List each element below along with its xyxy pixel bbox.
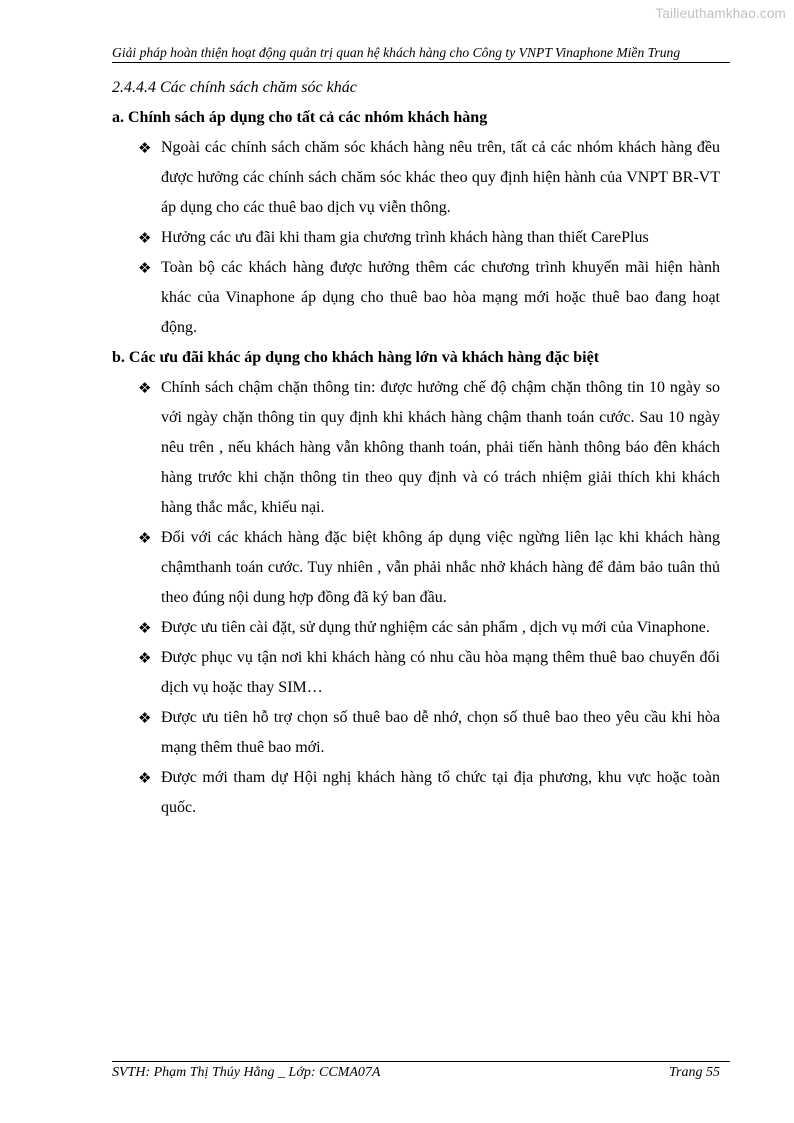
diamond-bullet-icon: ❖ — [138, 709, 152, 727]
list-item — [138, 373, 720, 523]
diamond-bullet-icon: ❖ — [138, 529, 152, 547]
diamond-bullet-icon: ❖ — [138, 769, 152, 787]
list-item — [138, 703, 720, 763]
document-body — [112, 73, 720, 823]
group-a-list — [112, 133, 720, 343]
list-item-text: Được ưu tiên hỗ trợ chọn số thuê bao dễ nhớ, chọn số thuê bao theo yêu cầu khi hòa mạng thêm thuê bao mới. — [161, 709, 720, 756]
diamond-bullet-icon: ❖ — [138, 229, 152, 247]
list-item-text: Được ưu tiên cài đặt, sử dụng thử nghiệm các sản phẩm , dịch vụ mới của Vinaphone. — [161, 619, 710, 636]
list-item — [138, 253, 720, 343]
list-item-text: Hưởng các ưu đãi khi tham gia chương trình khách hàng than thiết CarePlus — [161, 229, 649, 246]
footer-rule — [112, 1061, 730, 1062]
diamond-bullet-icon: ❖ — [138, 139, 152, 157]
list-item — [138, 613, 720, 643]
diamond-bullet-icon: ❖ — [138, 649, 152, 667]
diamond-bullet-icon: ❖ — [138, 619, 152, 637]
diamond-bullet-icon: ❖ — [138, 259, 152, 277]
group-b-list — [112, 373, 720, 823]
list-item — [138, 523, 720, 613]
group-b-title: b. Các ưu đãi khác áp dụng cho khách hàng lớn và khách hàng đặc biệt — [112, 349, 600, 366]
footer-author: SVTH: Phạm Thị Thúy Hằng _ Lớp: CCMA07A — [112, 1065, 381, 1080]
list-item — [138, 643, 720, 703]
section-title: 2.4.4.4 Các chính sách chăm sóc khác — [112, 79, 357, 96]
list-item-text: Chính sách chậm chặn thông tin: được hưởng chế độ chậm chặn thông tin 10 ngày so với ngày chặn thông tin quy định khi khách hàng chậm thanh toán cước. Sau 10 ngày nêu trên , nếu khách hàng vẫn không thanh toán, phải tiến hành thông báo đên khách hàng trước khi chặn thông tin theo quy định và có trách nhiệm giải thích khi khách hàng thắc mắc, khiếu nại. — [161, 379, 720, 516]
page-footer — [112, 1064, 720, 1082]
list-item — [138, 133, 720, 223]
list-item-text: Được phục vụ tận nơi khi khách hàng có nhu cầu hòa mạng thêm thuê bao chuyển đổi dịch vụ hoặc thay SIM… — [161, 649, 720, 696]
list-item-text: Toàn bộ các khách hàng được hưởng thêm các chương trình khuyến mãi hiện hành khác của Vinaphone áp dụng cho thuê bao hòa mạng mới hoặc thuê bao đang hoạt động. — [161, 259, 720, 336]
header-rule — [112, 62, 730, 63]
list-item — [138, 223, 720, 253]
list-item-text: Ngoài các chính sách chăm sóc khách hàng nêu trên, tất cả các nhóm khách hàng đều được hưởng các chính sách chăm sóc khác theo quy định hiện hành của VNPT BR-VT áp dụng cho các thuê bao dịch vụ viễn thông. — [161, 139, 720, 216]
list-item-text: Đối với các khách hàng đặc biệt không áp dụng việc ngừng liên lạc khi khách hàng chậmthanh toán cước. Tuy nhiên , vẫn phải nhắc nhở khách hàng để đảm bảo tuân thủ theo đúng nội dung hợp đồng đã ký ban đầu. — [161, 529, 720, 606]
group-a-title: a. Chính sách áp dụng cho tất cả các nhóm khách hàng — [112, 109, 488, 126]
diamond-bullet-icon: ❖ — [138, 379, 152, 397]
list-item — [138, 763, 720, 823]
list-item-text: Được mới tham dự Hội nghị khách hàng tổ chức tại địa phương, khu vực hoặc toàn quốc. — [161, 769, 720, 816]
page-number: Trang 55 — [669, 1065, 720, 1080]
page-header: Giải pháp hoàn thiện hoạt động quản trị quan hệ khách hàng cho Công ty VNPT Vinaphone Miền Trung — [112, 45, 681, 60]
watermark: Tailieuthamkhao.com — [655, 6, 786, 21]
